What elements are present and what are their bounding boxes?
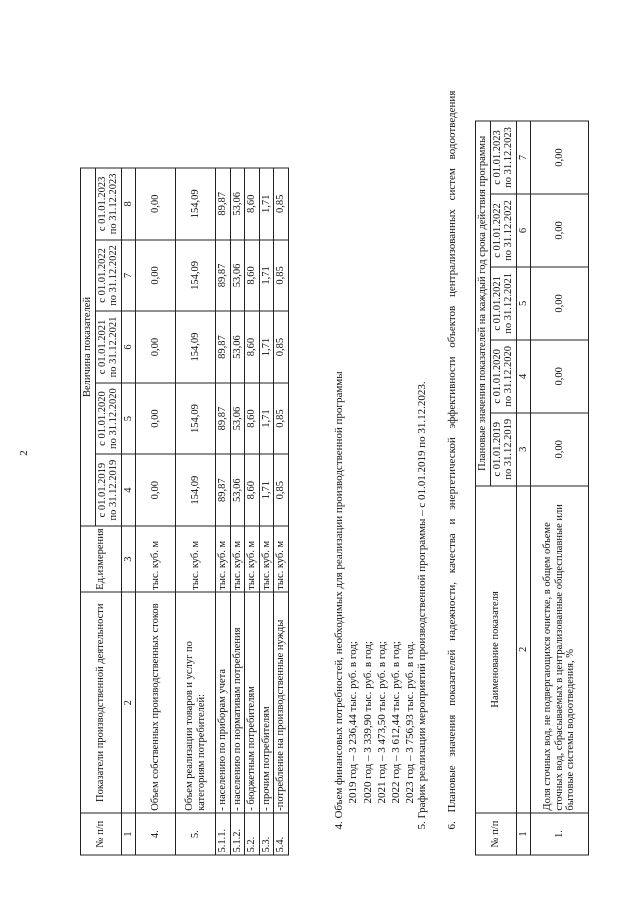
t2-head-group: Плановые значения показателей на каждый год срока действия программы	[476, 121, 491, 486]
section-indicators-heading: 6. Плановые значения показателей надежности, качества и энергетической эффективности объектов централизованных систем водоотведения	[446, 90, 458, 829]
list-item: 2022 год – 3 612,44 тыс. руб. в год;	[390, 640, 403, 803]
row-value: 53,06	[230, 239, 245, 311]
row-value: 1,71	[259, 311, 274, 383]
colnum: 6	[121, 311, 136, 383]
row-value: 154,09	[176, 454, 216, 526]
row-unit: тыс. куб. м	[245, 525, 260, 591]
row-value: 0,85	[274, 311, 289, 383]
row-value: 1,71	[259, 454, 274, 526]
row-num: 5.4.	[274, 813, 289, 855]
row-value: 0,00	[136, 382, 176, 454]
row-value: 0,00	[136, 454, 176, 526]
list-item: 2019 год – 3 236,44 тыс. руб. в год;	[347, 640, 360, 803]
colnum: 7	[121, 239, 136, 311]
t1-head-name: Показатели производственной деятельности	[81, 592, 122, 813]
row-value: 154,09	[176, 239, 216, 311]
table-row	[259, 168, 274, 855]
t1-head-period: с 01.01.2023 по 31.12.2023	[95, 168, 121, 240]
row-value: 89,87	[216, 168, 231, 240]
t2-head-name: Наименование показателя	[476, 485, 517, 812]
row-value: 8,60	[245, 382, 260, 454]
row-num: 4.	[136, 813, 176, 855]
row-value: 154,09	[176, 311, 216, 383]
row-name: - населению по приборам учета	[216, 592, 231, 813]
table-row	[245, 168, 260, 855]
row-unit: тыс. куб. м	[259, 525, 274, 591]
row-name: Объем реализации товаров и услуг по категориям потребителей:	[176, 592, 216, 813]
planned-indicators-table	[475, 120, 589, 855]
row-name: - прочим потребителям	[259, 592, 274, 813]
table-row	[176, 168, 216, 855]
colnum: 1	[121, 813, 136, 855]
row-value: 53,06	[230, 454, 245, 526]
colnum: 5	[516, 266, 531, 339]
table-row	[274, 168, 289, 855]
row-num: 5.2.	[245, 813, 260, 855]
row-value: 89,87	[216, 454, 231, 526]
row-value: 0,00	[531, 412, 589, 485]
row-value: 0,00	[531, 266, 589, 339]
t1-head-num: № п/п	[81, 813, 122, 855]
row-value: 8,60	[245, 311, 260, 383]
list-item: 2023 год – 3 756,93 тыс. руб. в год.	[404, 640, 417, 803]
row-value: 0,00	[531, 339, 589, 412]
row-value: 53,06	[230, 311, 245, 383]
colnum: 4	[121, 454, 136, 526]
row-num: 5.1.2.	[230, 813, 245, 855]
t1-head-period: с 01.01.2019 по 31.12.2019	[95, 454, 121, 526]
colnum: 4	[516, 339, 531, 412]
row-value: 1,71	[259, 168, 274, 240]
row-value: 0,00	[136, 168, 176, 240]
row-value: 154,09	[176, 382, 216, 454]
row-unit: тыс. куб. м	[136, 525, 176, 591]
row-value: 53,06	[230, 168, 245, 240]
row-value: 0,00	[531, 121, 589, 194]
row-num: 5.	[176, 813, 216, 855]
list-item: 2020 год – 3 339,90 тыс. руб. в год;	[361, 640, 374, 803]
table-row	[230, 168, 245, 855]
row-value: 0,85	[274, 168, 289, 240]
row-value: 0,85	[274, 454, 289, 526]
row-unit: тыс. куб. м	[274, 525, 289, 591]
section-financial-needs	[332, 109, 418, 829]
colnum: 2	[121, 592, 136, 813]
t2-head-num: № п/п	[476, 813, 517, 855]
colnum: 1	[516, 813, 531, 855]
row-value: 89,87	[216, 239, 231, 311]
t1-head-unit: Ед.измерения	[81, 525, 122, 591]
t2-head-period: с 01.01.2023 по 31.12.2023	[490, 121, 516, 194]
production-indicators-table	[80, 167, 289, 855]
row-num: 5.1.1.	[216, 813, 231, 855]
colnum: 3	[121, 525, 136, 591]
t2-head-period: с 01.01.2019 по 31.12.2019	[490, 412, 516, 485]
row-name: - бюджетным потребителям	[245, 592, 260, 813]
row-value: 0,00	[531, 193, 589, 266]
row-name: Объем собственных производственных стоков	[136, 592, 176, 813]
row-value: 8,60	[245, 168, 260, 240]
row-value: 0,00	[136, 311, 176, 383]
t1-head-period: с 01.01.2022 по 31.12.2022	[95, 239, 121, 311]
page-number: 2	[18, 449, 30, 456]
row-value: 8,60	[245, 239, 260, 311]
row-value: 53,06	[230, 382, 245, 454]
t1-colnum-row	[121, 168, 136, 855]
row-value: 89,87	[216, 311, 231, 383]
t1-head-group: Величина показателей	[81, 168, 96, 526]
row-value: 0,00	[136, 239, 176, 311]
list-item: 2021 год – 3 473,50 тыс. руб. в год;	[375, 640, 388, 803]
row-name: - населению по нормативам потребления	[230, 592, 245, 813]
row-value: 89,87	[216, 382, 231, 454]
colnum: 2	[516, 485, 531, 812]
row-unit: тыс. куб. м	[216, 525, 231, 591]
row-value: 1,71	[259, 382, 274, 454]
row-name: -потребление на производственные нужды	[274, 592, 289, 813]
section-heading: 4. Объем финансовых потребностей, необходимых для реализации производственной программы	[333, 370, 345, 829]
colnum: 5	[121, 382, 136, 454]
document-page	[10, 10, 630, 895]
section-schedule: 5. График реализации мероприятий производственной программы – с 01.01.2019 по 31.12.2023.	[416, 380, 428, 829]
table-row	[531, 121, 589, 855]
row-unit: тыс. куб. м	[230, 525, 245, 591]
row-name: Доля сточных вод, не подвергающихся очистке, в общем объеме сточных вод, сбрасываемых в централизованные общесплавные или бытовые системы водоотведения, %	[531, 485, 589, 812]
t1-head-period: с 01.01.2021 по 31.12.2021	[95, 311, 121, 383]
row-unit: тыс. куб. м	[176, 525, 216, 591]
colnum: 6	[516, 193, 531, 266]
row-num: 5.3.	[259, 813, 274, 855]
table-row	[136, 168, 176, 855]
t2-head-period: с 01.01.2021 по 31.12.2021	[490, 266, 516, 339]
row-value: 1,71	[259, 239, 274, 311]
row-value: 0,85	[274, 239, 289, 311]
table-row	[216, 168, 231, 855]
t2-head-period: с 01.01.2020 по 31.12.2020	[490, 339, 516, 412]
colnum: 8	[121, 168, 136, 240]
row-num: 1.	[531, 813, 589, 855]
colnum: 7	[516, 121, 531, 194]
t2-colnum-row	[516, 121, 531, 855]
colnum: 3	[516, 412, 531, 485]
t2-head-period: с 01.01.2022 по 31.12.2022	[490, 193, 516, 266]
t1-head-period: с 01.01.2020 по 31.12.2020	[95, 382, 121, 454]
row-value: 8,60	[245, 454, 260, 526]
row-value: 154,09	[176, 168, 216, 240]
row-value: 0,85	[274, 382, 289, 454]
